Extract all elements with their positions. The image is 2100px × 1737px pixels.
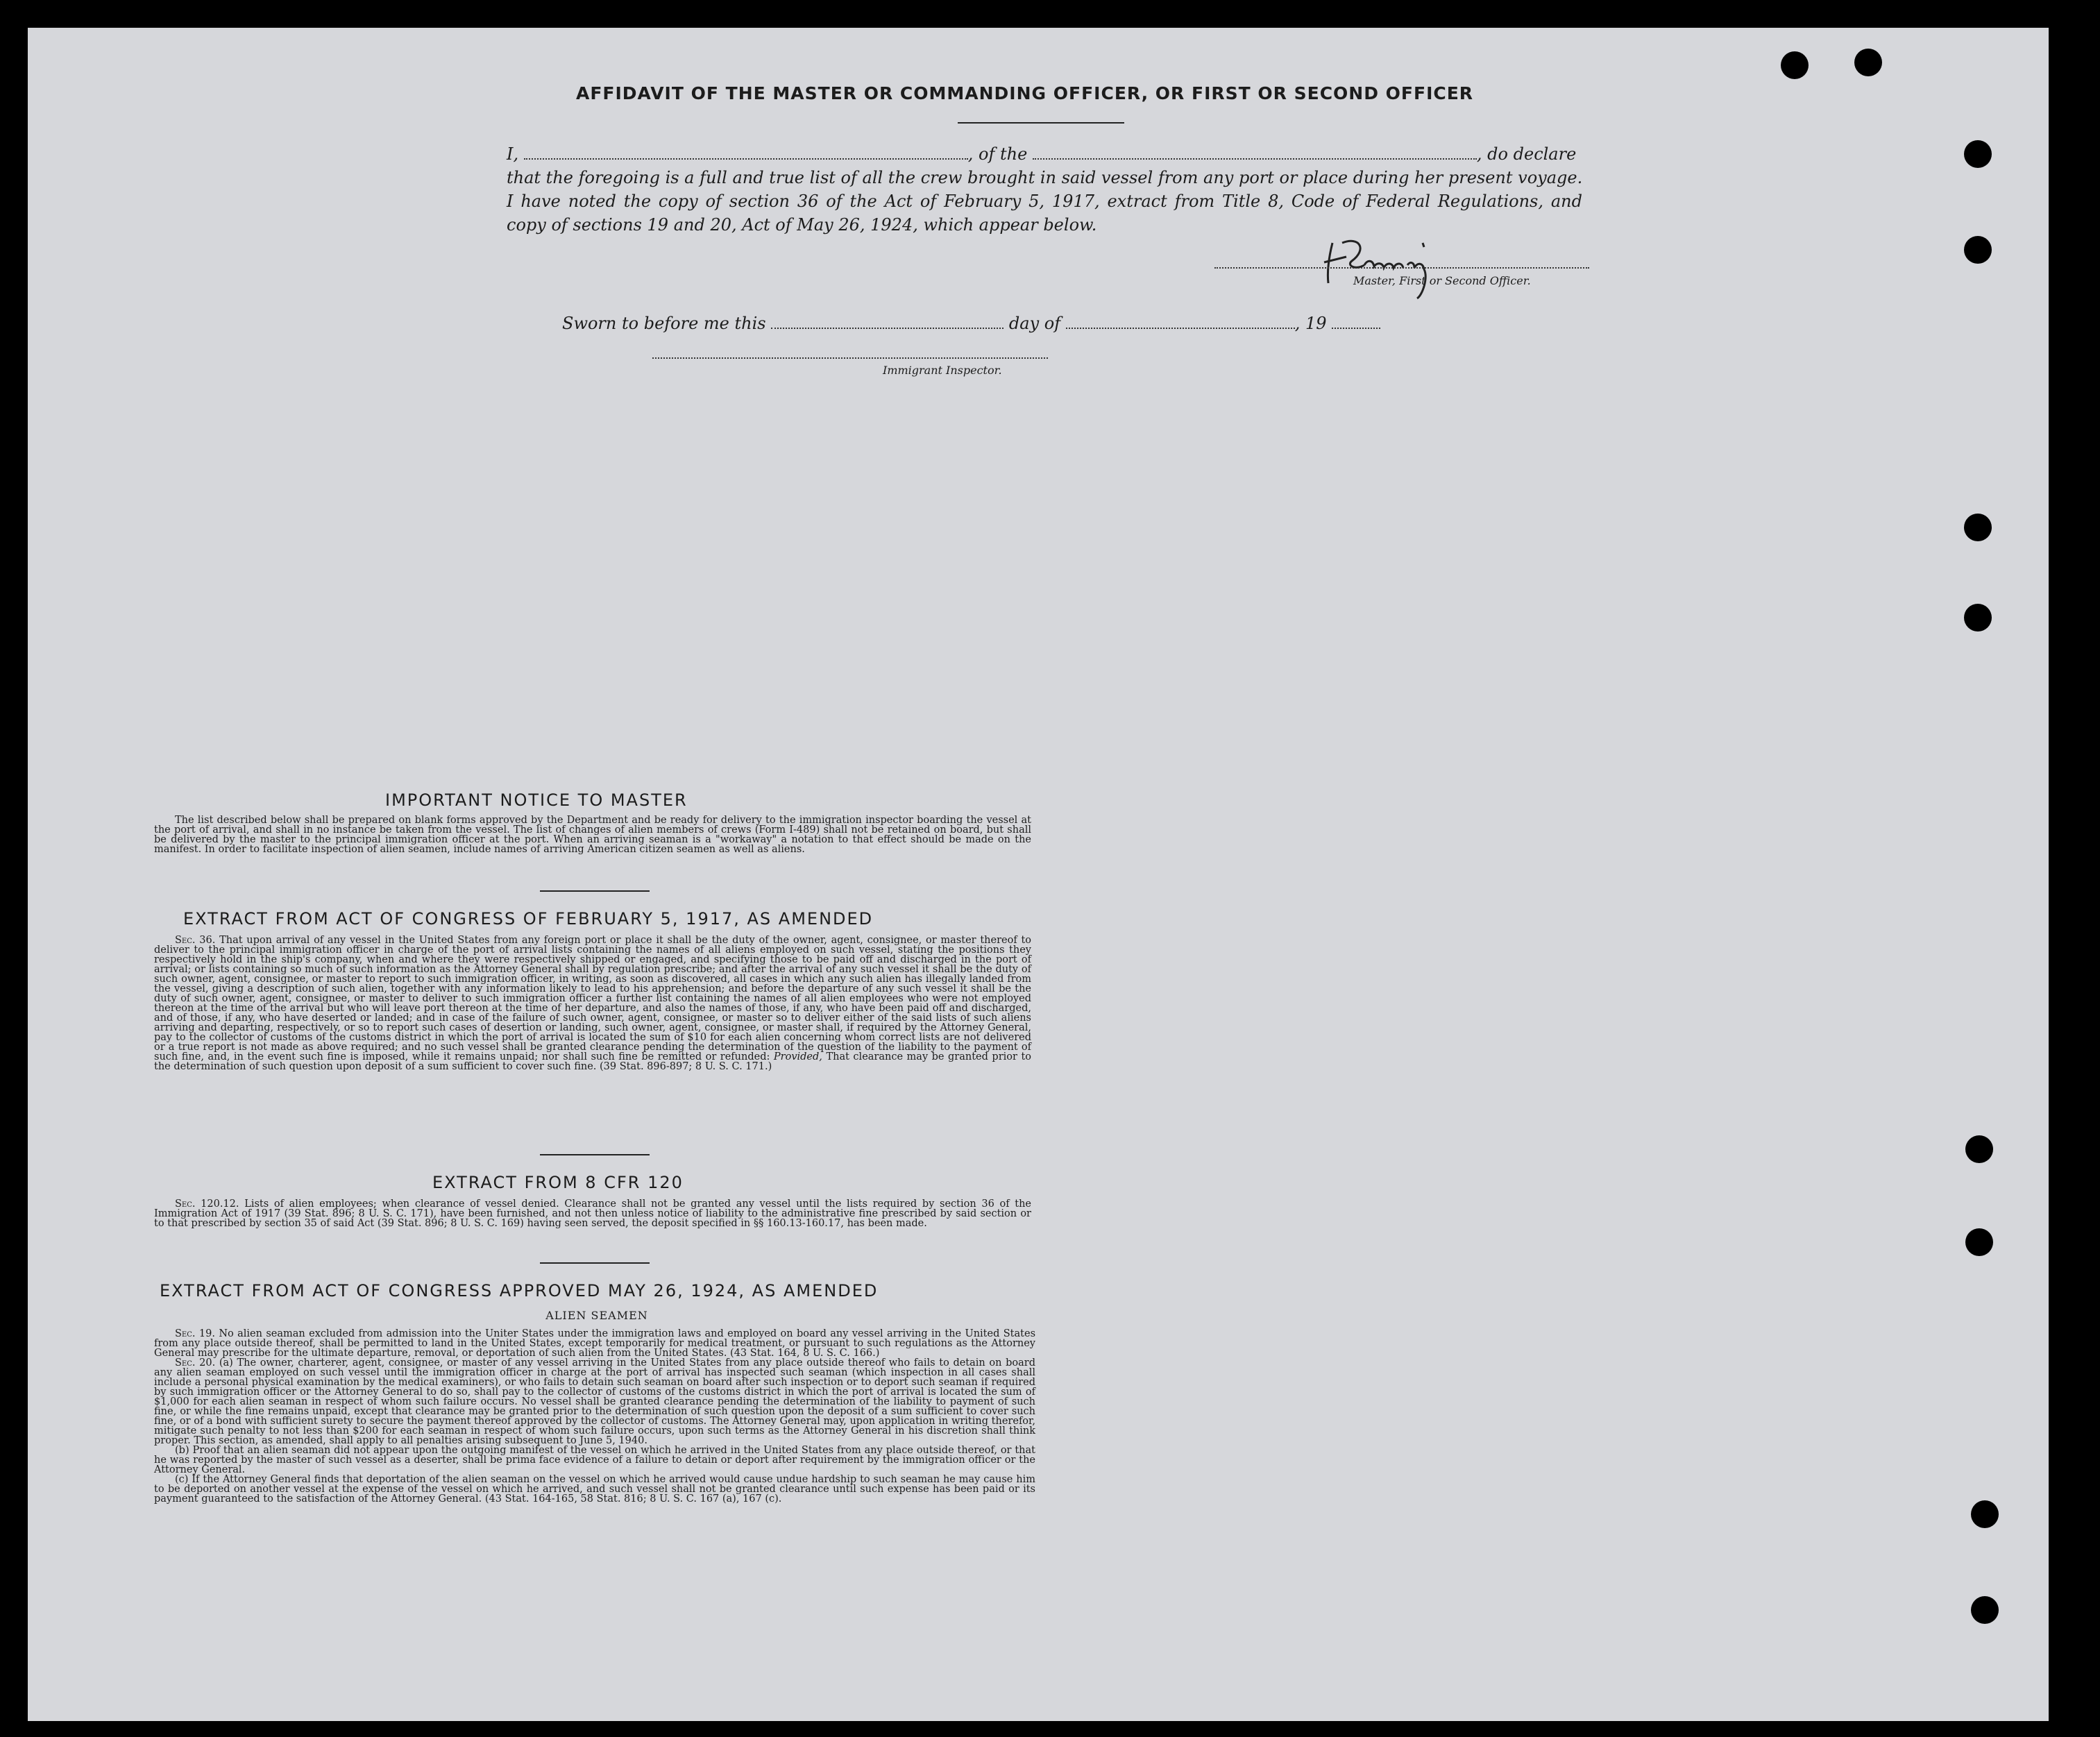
- sec-20-label: Sec. 20.: [175, 1357, 216, 1369]
- affidavit-title: AFFIDAVIT OF THE MASTER OR COMMANDING OFFICER, OR FIRST OR SECOND OFFICER: [576, 83, 1474, 103]
- signature-caption: Master, First or Second Officer.: [1353, 274, 1531, 287]
- extract-cfr-title: EXTRACT FROM 8 CFR 120: [432, 1173, 684, 1192]
- extract-1917-body: Sec. 36. That upon arrival of any vessel in the United States from any foreign port or place it shall be the duty of the owner, agent, consignee, or master thereof to deliver to the principal immigration officer in charge of the port of arrival lists containing the names of all aliens employed on such vessel, stating the positions they respectively hold in the ship's company, when and where they were respectively shipped or engaged, and specifying those to be paid off and discharged in the port of arrival; or lists containing so much of such information as the Attorney General shall by regulation prescribe; and after the arrival of any such vessel it shall be the duty of such owner, agent, consignee, or master to report to such immigration officer, in writing, as soon as discovered, all cases in which any such alien has illegally landed from the vessel, giving a description of such alien, together with any information likely to lead to his apprehension; and before the departure of any such vessel it shall be the duty of such owner, agent, consignee, or master to deliver to such immigration officer a further list containing the names of all alien employees who were not employed thereon at the time of the arrival but who will leave port thereon at the time of her departure, and also the names of those, if any, who have been paid off and discharged, and of those, if any, who have deserted or landed; and in case of the failure of such owner, agent, consignee, or master so to deliver either of the said lists of such aliens arriving and departing, respectively, or so to report such cases of desertion or landing, such owner, agent, consignee, or master shall, if required by the Attorney General, pay to the collector of customs of the customs district in which the port of arrival is located the sum of $10 for each alien concerning whom correct lists are not delivered or a true report is not made as above required; and no such vessel shall be granted clearance pending the determination of the question of the liability to the payment of such fine, and, in the event such fine is imposed, while it remains unpaid; nor shall such fine be remitted or refunded: Provided, That clearance may be granted prior to the determination of such question upon deposit of a sum sufficient to cover such fine. (39 Stat. 896-897; 8 U. S. C. 171.): [154, 935, 1032, 1072]
- year-label: , 19: [1294, 314, 1327, 333]
- punch-hole: [1964, 604, 1992, 632]
- punch-hole: [1964, 514, 1992, 541]
- inspector-signature-line[interactable]: [652, 357, 1048, 359]
- punch-hole: [1854, 49, 1882, 76]
- punch-hole: [1971, 1596, 1999, 1624]
- alien-seamen-subtitle: ALIEN SEAMEN: [545, 1309, 648, 1322]
- section-divider: [540, 1154, 650, 1155]
- punch-hole: [1781, 51, 1809, 79]
- declaration-block: [507, 142, 1617, 237]
- extract-cfr-body: Sec. 120.12. Lists of alien employees; when clearance of vessel denied. Clearance shall not be granted any vessel until the lists required by section 36 of the Immigration Act of 1917 (39 Stat. 896; 8 U. S. C. 171), have been furnished, and not then unless notice of liability to the administrative fine prescribed by said section or to that prescribed by section 35 of said Act (39 Stat. 896; 8 U. S. C. 169) having seen served, the deposit specified in §§ 160.13-160.17, has been made.: [154, 1198, 1032, 1229]
- declaration-line-4: copy of sections 19 and 20, Act of May 26, 1924, which appear below.: [507, 215, 1097, 235]
- punch-hole: [1964, 236, 1992, 264]
- day-of-label: day of: [1008, 314, 1061, 333]
- declaration-line-2: that the foregoing is a full and true list of all the crew brought in said vessel from any port or place during her present voyage.: [507, 168, 1583, 187]
- sworn-month-field[interactable]: [1066, 312, 1295, 329]
- i-label: I,: [507, 144, 519, 164]
- punch-hole: [1971, 1500, 1999, 1528]
- inspector-caption: Immigrant Inspector.: [883, 364, 1002, 377]
- punch-hole: [1964, 140, 1992, 168]
- declaration-line-3: I have noted the copy of section 36 of the Act of February 5, 1917, extract from Title 8, Code of Federal Regulations, and: [507, 192, 1582, 211]
- sworn-year-field[interactable]: [1332, 312, 1380, 329]
- do-declare-label: , do declare: [1476, 144, 1577, 164]
- signature-line[interactable]: [1214, 267, 1589, 269]
- name-field[interactable]: [524, 143, 968, 160]
- punch-hole: [1965, 1228, 1993, 1256]
- sec-36-label: Sec. 36.: [175, 935, 216, 946]
- sec-19-label: Sec. 19.: [175, 1328, 215, 1339]
- extract-1924-body: Sec. 19. No alien seaman excluded from admission into the Uniter States under the immigration laws and employed on board any vessel arriving in the United States from any place outside thereof, shall be permitted to land in the United States, except temporarily for medical treatment, or pursuant to such regulations as the Attorney General may prescribe for the ultimate departure, removal, or deportation of such alien from the United States. (43 Stat. 164, 8 U. S. C. 166.) Sec. 20. (a) The owner, charterer, agent, consignee, or master of any vessel arriving in the United States from any place outside thereof who fails to detain on board any alien seaman employed on such vessel until the immigration officer in charge at the port of arrival has inspected such seaman (which inspection in all cases shall include a personal physical examination by the medical examiners), or who fails to detain such seaman on board after such inspection or to deport such seaman if required by such immigration officer or the Attorney General to do so, shall pay to the collector of customs of the customs district in which the port of arrival is located the sum of $1,000 for each alien seaman in respect of whom such failure occurs. No vessel shall be granted clearance pending the determination of the liability to payment of such fine, or while the fine remains unpaid, except that clearance may be granted prior to the determination of such question upon the deposit of a sum sufficient to cover such fine, or of a bond with sufficient surety to secure the payment thereof approved by the collector of customs. The Attorney General may, upon application in writing therefor, mitigate such penalty to not less than $200 for each seaman in respect of whom such failure occurs, upon such terms as the Attorney General in his discretion shall think proper. This section, as amended, shall apply to all penalties arising subsequent to June 5, 1940. (b) Proof that an alien seaman did not appear upon the outgoing manifest of the vessel on which he arrived in the United States from any place outside thereof, or that he was reported by the master of such vessel as a deserter, shall be prima face evidence of a failure to detain or deport after requirement by the immigration officer or the Attorney General. (c) If the Attorney General finds that deportation of the alien seaman on the vessel on which he arrived would cause undue hardship to such seaman he may cause him to be deported on another vessel at the expense of the vessel on which he arrived, and such vessel shall not be granted clearance until such expense has been paid or its payment guaranteed to the satisfaction of the Attorney General. (43 Stat. 164-165, 58 Stat. 816; 8 U. S. C. 167 (a), 167 (c).: [154, 1328, 1036, 1505]
- vessel-field[interactable]: [1033, 143, 1477, 160]
- sec-120-label: Sec. 120.12.: [175, 1198, 239, 1210]
- title-divider: [958, 122, 1124, 124]
- sworn-day-field[interactable]: [771, 312, 1004, 329]
- extract-1917-title: EXTRACT FROM ACT OF CONGRESS OF FEBRUARY 5, 1917, AS AMENDED: [183, 909, 874, 929]
- punch-hole: [1965, 1135, 1993, 1163]
- section-divider: [540, 1262, 650, 1264]
- notice-title: IMPORTANT NOTICE TO MASTER: [385, 790, 688, 810]
- notice-body: The list described below shall be prepared on blank forms approved by the Department and be ready for delivery to the immigration inspector boarding the vessel at the port of arrival, and shall in no instance be taken from the vessel. The list of changes of alien members of crews (Form I-489) shall not be retained on board, but shall be delivered by the master to the principal immigration officer at the port. When an arriving seaman is a "workaway" a notation to that effect should be made on the manifest. In order to facilitate inspection of alien seamen, include names of arriving American citizen seamen as well as aliens.: [154, 815, 1031, 855]
- sworn-label: Sworn to before me this: [562, 314, 766, 333]
- sworn-line: [562, 312, 1380, 333]
- document-page: [28, 28, 2049, 1721]
- section-divider: [540, 890, 650, 892]
- declaration-line-1: [507, 142, 1617, 166]
- of-the-label: , of the: [967, 144, 1028, 164]
- extract-1924-title: EXTRACT FROM ACT OF CONGRESS APPROVED MAY 26, 1924, AS AMENDED: [160, 1281, 879, 1300]
